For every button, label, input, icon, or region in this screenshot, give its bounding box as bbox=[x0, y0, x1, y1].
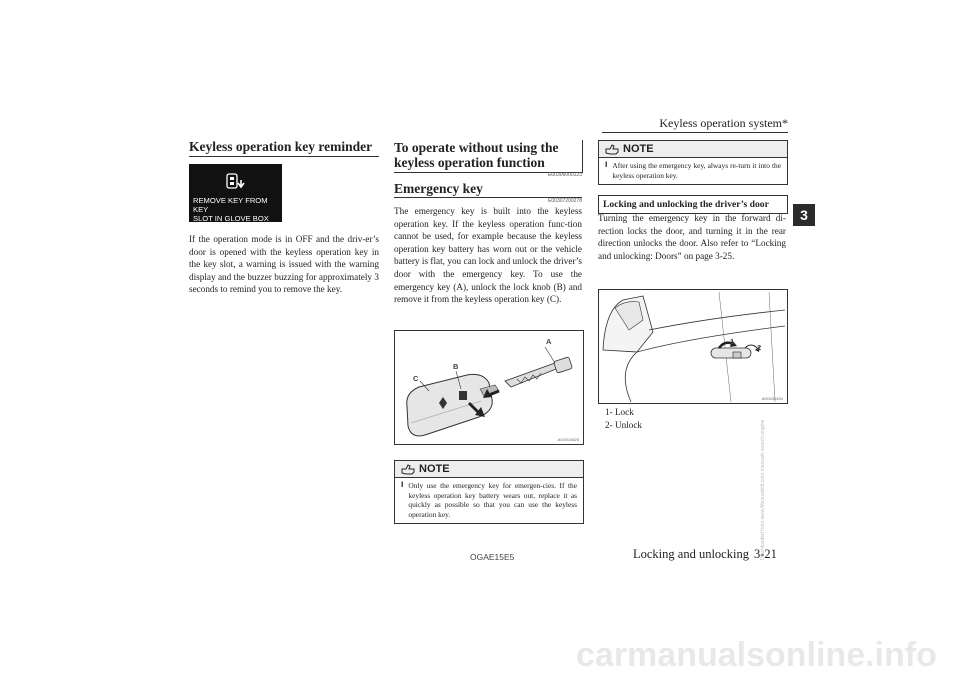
figure-label-a: A bbox=[546, 337, 552, 346]
emergency-key-figure bbox=[394, 330, 584, 445]
warning-display-image bbox=[189, 164, 282, 222]
mid-note-box bbox=[394, 460, 584, 524]
running-header: Keyless operation system* bbox=[659, 116, 788, 130]
mid-section-title-block bbox=[394, 140, 583, 173]
right-note-text: After using the emergency key, always re-turn it into the keyless operation key. bbox=[612, 161, 781, 180]
figure-label-b: B bbox=[453, 362, 459, 371]
mid-note-bullet: l bbox=[401, 481, 404, 489]
note-hand-icon bbox=[401, 463, 415, 475]
right-note-bullet: l bbox=[605, 161, 608, 169]
display-message-line1: REMOVE KEY FROM KEY bbox=[193, 196, 268, 214]
side-download-text: Downloaded from www.Manualslib.com manuals search engine bbox=[760, 419, 766, 560]
right-note-box bbox=[598, 140, 788, 185]
mid-section-title-line2: keyless operation function bbox=[394, 155, 545, 170]
left-paragraph: If the operation mode is in OFF and the driv-er’s door is opened with the keyless operation key in the key slot, a warning is issued with the warning display and the buzzer buzzing for approximately 3 seconds to remind you to remove the key. bbox=[189, 234, 379, 295]
figure-code: AG0010825 bbox=[557, 437, 579, 442]
figure-code: AG0036494 bbox=[761, 396, 783, 401]
mid-note-label: NOTE bbox=[419, 463, 450, 475]
legend-item-unlock: 2- Unlock bbox=[605, 419, 642, 430]
left-section-title-block bbox=[189, 139, 379, 157]
watermark: carmanualsonline.info bbox=[576, 636, 937, 674]
display-message-line2: SLOT IN GLOVE BOX bbox=[193, 214, 269, 223]
footer-section: Locking and unlocking bbox=[633, 547, 749, 561]
key-in-slot-icon bbox=[225, 173, 247, 191]
figure-label-1: 1 bbox=[730, 337, 735, 346]
header-rule bbox=[602, 132, 788, 133]
left-section-title: Keyless operation key reminder bbox=[189, 139, 373, 154]
mid-section-title-line1: To operate without using the bbox=[394, 140, 559, 155]
key-fob-illustration bbox=[395, 331, 583, 444]
figure-legend bbox=[605, 406, 705, 431]
chapter-tab: 3 bbox=[793, 204, 815, 226]
mid-paragraph: The emergency key is built into the keyless operation key. If the keyless operation func-tion cannot be used, for example because the keyless operation key battery has worn out or the vehicle battery is flat, you can lock and unlock the driver’s door with the emergency key. To use the emergency key (A), unlock the lock knob (B) and remove it from the keyless operation key (C). bbox=[394, 206, 582, 305]
figure-label-c: C bbox=[413, 374, 419, 383]
figure-label-2: 2 bbox=[757, 343, 762, 352]
mid-note-text: Only use the emergency key for emergen-cies. If the keyless operation key battery wears out, replace it as quickly as possible so that you can use the keyless operation key. bbox=[408, 481, 577, 519]
mid-subtitle-block bbox=[394, 181, 582, 198]
note-hand-icon bbox=[605, 143, 619, 155]
right-paragraph: Turning the emergency key in the forward di-rection locks the door, and turning it in the rear direction unlocks the door. Also refer to “Locking and unlocking: Doors” on page 3-25. bbox=[598, 213, 786, 261]
right-note-label: NOTE bbox=[623, 143, 654, 155]
mid-title-code: E00306000123 bbox=[548, 172, 582, 178]
footer-page: 3-21 bbox=[754, 547, 777, 561]
mid-subtitle-code: E00307200278 bbox=[548, 198, 582, 204]
mid-subtitle: Emergency key bbox=[394, 181, 483, 196]
footer-code: OGAE15E5 bbox=[470, 552, 515, 562]
right-box-heading: Locking and unlocking the driver’s door bbox=[598, 195, 788, 214]
legend-item-lock: 1- Lock bbox=[605, 407, 634, 417]
